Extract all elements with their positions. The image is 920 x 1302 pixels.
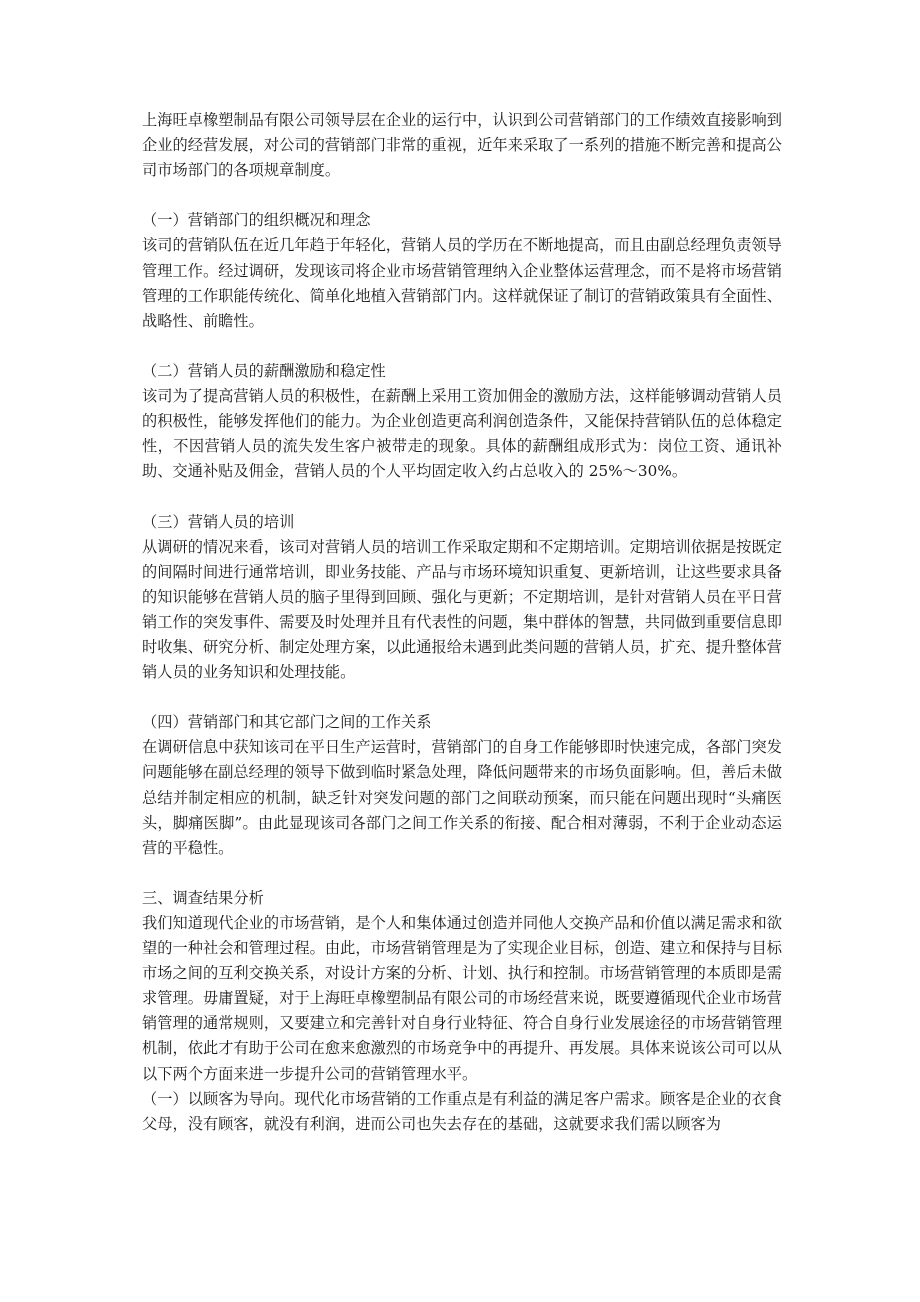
section-1-body: 该司的营销队伍在近几年趋于年轻化，营销人员的学历在不断地提高，而且由副总经理负责领导管理工作。经过调研，发现该司将企业市场营销管理纳入企业整体运营理念，而不是将市场营销管理的工作职能传统化、简单化地植入营销部门内。这样就保证了制订的营销政策具有全面性、战略性、前瞻性。	[142, 236, 782, 330]
section-3-heading: （三）营销人员的培训	[142, 512, 295, 531]
section-1-heading: （一）营销部门的组织概况和理念	[142, 211, 371, 230]
paragraph-gap	[142, 334, 782, 359]
analysis-body: 我们知道现代企业的市场营销，是个人和集体通过创造并同他人交换产品和价值以满足需求和欲望的一种社会和管理过程。由此，市场营销管理是为了实现企业目标，创造、建立和保持与目标市场之间的互利交换关系，对设计方案的分析、计划、执行和控制。市场营销管理的本质即是需求管理。毋庸置疑，对于上海旺卓橡塑制品有限公司的市场经营来说，既要遵循现代企业市场营销管理的通常规则，又要建立和完善针对自身行业特征、符合自身行业发展途径的市场营销管理机制，依此才有助于公司在愈来愈激烈的市场竞争中的再提升、再发展。具体来说该公司可以从以下两个方面来进一步提升公司的营销管理水平。	[142, 914, 782, 1083]
section-4-body: 在调研信息中获知该司在平日生产运营时，营销部门的自身工作能够即时快速完成，各部门突发问题能够在副总经理的领导下做到临时紧急处理，降低问题带来的市场负面影响。但，善后未做总结并制定相应的机制，缺乏针对突发问题的部门之间联动预案，而只能在问题出现时“头痛医头，脚痛医脚”。由此显现该司各部门之间工作关系的衔接、配合相对薄弱，不利于企业动态运营的平稳性。	[142, 738, 782, 857]
paragraph-gap	[142, 183, 782, 208]
paragraph-gap	[142, 484, 782, 509]
section-2-heading: （二）营销人员的薪酬激励和稳定性	[142, 361, 386, 380]
section-2-body: 该司为了提高营销人员的积极性，在薪酬上采用工资加佣金的激励方法，这样能够调动营销人员的积极性，能够发挥他们的能力。为企业创造更高利润创造条件，又能保持营销队伍的总体稳定性，不因营销人员的流失发生客户被带走的现象。具体的薪酬组成形式为：岗位工资、通讯补助、交通补贴及佣金，营销人员的个人平均固定收入约占总收入的 25%～30%。	[142, 387, 782, 481]
section-3-body: 从调研的情况来看，该司对营销人员的培训工作采取定期和不定期培训。定期培训依据是按既定的间隔时间进行通常培训，即业务技能、产品与市场环境知识重复、更新培训，让这些要求具备的知识能够在营销人员的脑子里得到回顾、强化与更新；不定期培训，是针对营销人员在平日营销工作的突发事件、需要及时处理并且有代表性的问题，集中群体的智慧，共同做到重要信息即时收集、研究分析、制定处理方案，以此通报给未遇到此类问题的营销人员，扩充、提升整体营销人员的业务知识和处理技能。	[142, 537, 782, 682]
document-page	[142, 108, 782, 1137]
paragraph-gap	[142, 685, 782, 710]
section-4-heading: （四）营销部门和其它部门之间的工作关系	[142, 713, 432, 732]
intro-paragraph: 上海旺卓橡塑制品有限公司领导层在企业的运行中，认识到公司营销部门的工作绩效直接影响到企业的经营发展，对公司的营销部门非常的重视，近年来采取了一系列的措施不断完善和提高公司市场部门的各项规章制度。	[142, 111, 782, 180]
paragraph-gap	[142, 861, 782, 886]
analysis-point-1: （一）以顾客为导向。现代化市场营销的工作重点是有利益的满足客户需求。顾客是企业的衣食父母，没有顾客，就没有利润，进而公司也失去存在的基础，这就要求我们需以顾客为	[142, 1089, 782, 1133]
analysis-heading: 三、调查结果分析	[142, 888, 264, 907]
